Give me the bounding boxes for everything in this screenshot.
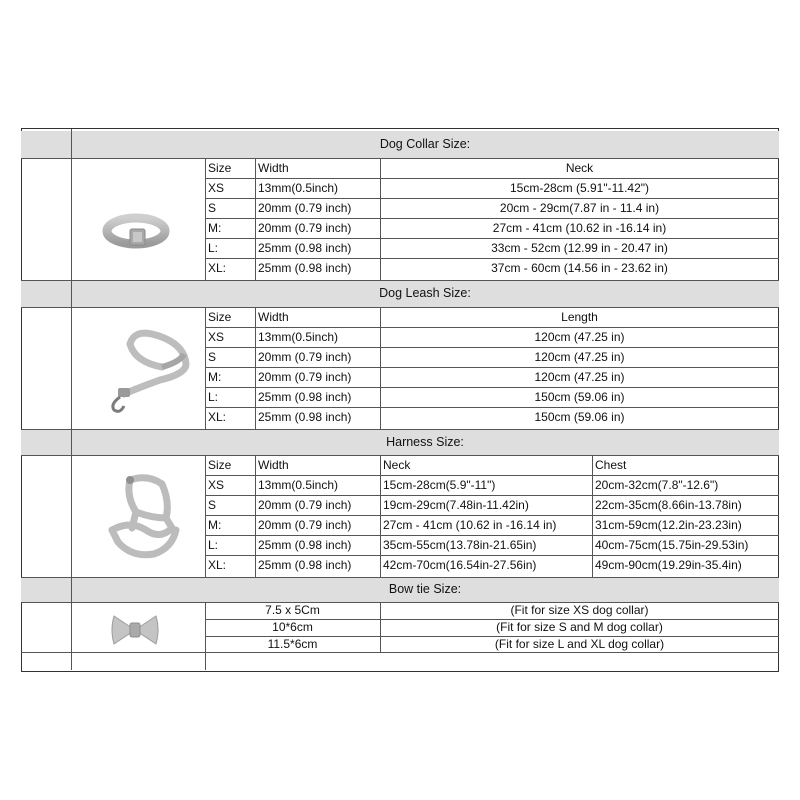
leash-header-width: Width (258, 310, 289, 324)
harness-chest-cell: 40cm-75cm(15.75in-29.53in) (595, 538, 749, 552)
collar-width-cell: 20mm (0.79 inch) (258, 221, 352, 235)
bowtie-size-cell: 11.5*6cm (267, 637, 318, 651)
harness-width-cell: 20mm (0.79 inch) (258, 498, 352, 512)
leash-length-cell: 120cm (47.25 in) (534, 330, 625, 344)
leash-width-cell: 20mm (0.79 inch) (258, 350, 352, 364)
leash-width-cell: 25mm (0.98 inch) (258, 410, 352, 424)
harness-neck-cell: 35cm-55cm(13.78in-21.65in) (383, 538, 537, 552)
collar-width-cell: 25mm (0.98 inch) (258, 241, 352, 255)
collar-header-neck: Neck (565, 161, 594, 175)
row-divider (21, 280, 779, 281)
leash-header-length: Length (561, 310, 598, 324)
harness-width-cell: 13mm(0.5inch) (258, 478, 339, 492)
dog-harness-image (100, 468, 185, 568)
leash-size-cell: S (208, 350, 217, 364)
harness-neck-cell: 42cm-70cm(16.54in-27.56in) (383, 558, 537, 572)
leash-length-cell: 150cm (59.06 in) (534, 390, 625, 404)
harness-header-chest: Chest (595, 458, 627, 472)
collar-neck-cell: 15cm-28cm (5.91"-11.42") (509, 181, 650, 195)
leash-length-cell: 150cm (59.06 in) (534, 410, 625, 424)
collar-size-cell: L: (208, 241, 219, 255)
leash-section-title: Dog Leash Size: (379, 286, 471, 300)
harness-width-cell: 20mm (0.79 inch) (258, 518, 352, 532)
row-divider (21, 577, 779, 578)
leash-size-cell: XS (208, 330, 225, 344)
harness-size-cell: M: (208, 518, 222, 532)
harness-width-cell: 25mm (0.98 inch) (258, 558, 352, 572)
bowtie-size-cell: 10*6cm (272, 620, 313, 634)
leash-length-cell: 120cm (47.25 in) (534, 370, 625, 384)
harness-size-cell: L: (208, 538, 219, 552)
collar-neck-cell: 33cm - 52cm (12.99 in - 20.47 in) (491, 241, 668, 255)
harness-header-size: Size (208, 458, 232, 472)
bowtie-fit-cell: (Fit for size S and M dog collar) (496, 620, 663, 634)
harness-chest-cell: 22cm-35cm(8.66in-13.78in) (595, 498, 742, 512)
bowtie-fit-cell: (Fit for size L and XL dog collar) (494, 637, 665, 651)
collar-width-cell: 25mm (0.98 inch) (258, 261, 352, 275)
leash-length-cell: 120cm (47.25 in) (534, 350, 625, 364)
collar-size-cell: XS (208, 181, 225, 195)
bowtie-section-title: Bow tie Size: (388, 582, 462, 596)
harness-neck-cell: 19cm-29cm(7.48in-11.42in) (383, 498, 529, 512)
harness-neck-cell: 27cm - 41cm (10.62 in -16.14 in) (383, 518, 557, 532)
harness-chest-cell: 49cm-90cm(19.29in-35.4in) (595, 558, 742, 572)
collar-neck-cell: 20cm - 29cm(7.87 in - 11.4 in) (499, 201, 660, 215)
bowtie-size-cell: 7.5 x 5Cm (265, 603, 320, 617)
leash-size-cell: L: (208, 390, 219, 404)
harness-neck-cell: 15cm-28cm(5.9"-11") (383, 478, 496, 492)
collar-size-cell: M: (208, 221, 222, 235)
leash-size-cell: XL: (208, 410, 227, 424)
dog-leash-image (100, 322, 195, 414)
harness-size-cell: S (208, 498, 217, 512)
collar-section-title: Dog Collar Size: (379, 137, 471, 151)
harness-size-cell: XL: (208, 558, 227, 572)
harness-header-neck: Neck (383, 458, 411, 472)
column-divider (71, 129, 72, 670)
collar-width-cell: 20mm (0.79 inch) (258, 201, 352, 215)
bowtie-fit-cell: (Fit for size XS dog collar) (510, 603, 649, 617)
leash-width-cell: 25mm (0.98 inch) (258, 390, 352, 404)
leash-header-size: Size (208, 310, 232, 324)
harness-size-cell: XS (208, 478, 225, 492)
harness-chest-cell: 31cm-59cm(12.2in-23.23in) (595, 518, 742, 532)
dog-collar-image (100, 205, 172, 257)
collar-size-cell: S (208, 201, 217, 215)
harness-header-width: Width (258, 458, 289, 472)
bow-tie-image (110, 610, 160, 650)
leash-width-cell: 20mm (0.79 inch) (258, 370, 352, 384)
collar-header-size: Size (208, 161, 232, 175)
collar-neck-cell: 27cm - 41cm (10.62 in -16.14 in) (492, 221, 667, 235)
collar-header-width: Width (258, 161, 289, 175)
leash-size-cell: M: (208, 370, 222, 384)
harness-width-cell: 25mm (0.98 inch) (258, 538, 352, 552)
harness-chest-cell: 20cm-32cm(7.8"-12.6") (595, 478, 719, 492)
collar-size-cell: XL: (208, 261, 227, 275)
collar-neck-cell: 37cm - 60cm (14.56 in - 23.62 in) (491, 261, 668, 275)
collar-width-cell: 13mm(0.5inch) (258, 181, 339, 195)
row-divider (21, 429, 779, 430)
leash-width-cell: 13mm(0.5inch) (258, 330, 339, 344)
harness-section-title: Harness Size: (386, 435, 464, 449)
